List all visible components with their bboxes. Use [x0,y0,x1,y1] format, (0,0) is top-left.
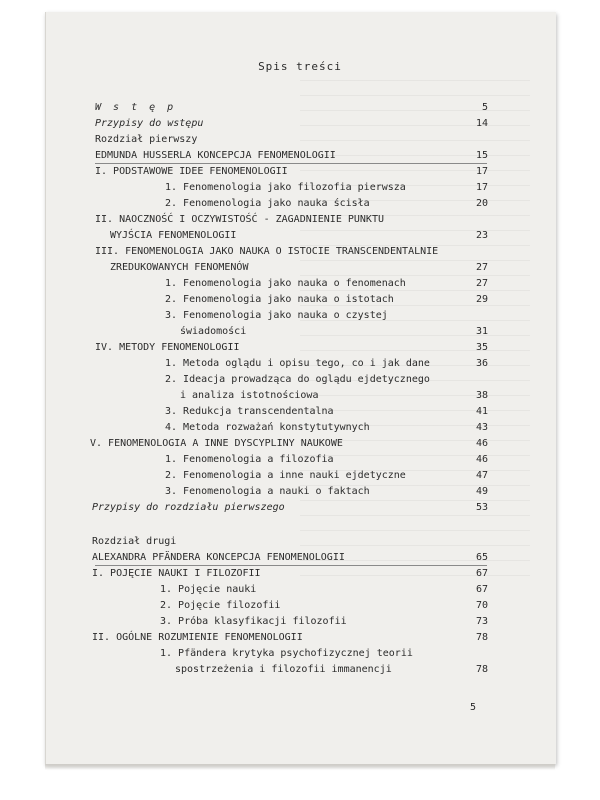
toc-entry [0,598,600,614]
toc-entry-title: 2. Pojęcie filozofii [160,600,281,611]
toc-entry-title: Przypisy do wstępu [95,118,204,129]
toc-entry-title: Rozdział drugi [92,536,177,547]
page-shadow [45,764,555,770]
toc-entry-title: i analiza istotnościowa [180,390,319,401]
toc-entry [0,484,600,500]
toc-entry-page: 78 [475,664,488,675]
toc-entry [0,356,600,372]
toc-entry [0,132,600,148]
toc-entry-title: 4. Metoda rozważań konstytutywnych [165,422,370,433]
toc-entry [0,614,600,630]
toc-entry-title: W s t ę p [95,102,177,113]
toc-entry-page: 73 [475,616,488,627]
toc-entry-page: 14 [475,118,488,129]
toc-entry-title: II. OGÓLNE ROZUMIENIE FENOMENOLOGII [92,632,303,643]
toc-entry-title: świadomości [180,326,247,337]
page-title: Spis treści [258,60,342,73]
toc-entry-page: 46 [475,454,488,465]
toc-entry-page: 23 [475,230,488,241]
toc-entry-title: 1. Fenomenologia a filozofia [165,454,334,465]
toc-entry [0,260,600,276]
toc-entry-title: III. FENOMENOLOGIA JAKO NAUKA O ISTOCIE TRANSCENDENTALNIE [95,246,439,257]
toc-entry-title: ALEXANDRA PFÄNDERA KONCEPCJA FENOMENOLOGII [92,552,345,563]
toc-entry-title: 1. Pfändera krytyka psychofizycznej teorii [160,648,413,659]
toc-entry-title: 2. Ideacja prowadząca do oglądu ejdetycznego [165,374,430,385]
toc-entry [0,372,600,388]
toc-entry-page: 5 [481,102,488,113]
toc-entry-title: I. PODSTAWOWE IDEE FENOMENOLOGII [95,166,288,177]
toc-entry [0,292,600,308]
toc-entry-page: 53 [475,502,488,513]
toc-entry [0,534,600,550]
toc-entry-page: 46 [475,438,488,449]
toc-entry-page: 17 [475,166,488,177]
toc-entry [0,276,600,292]
footer-page-number: 5 [470,702,477,713]
toc-entry [0,500,600,516]
toc-entry-title: WYJŚCIA FENOMENOLOGII [110,230,237,241]
toc-entry [0,550,600,566]
toc-entry-page: 36 [475,358,488,369]
toc-entry-title: 1. Fenomenologia jako filozofia pierwsza [165,182,406,193]
section-divider [95,565,487,566]
toc-entry [0,452,600,468]
toc-entry-page: 47 [475,470,488,481]
toc-entry-page: 49 [475,486,488,497]
toc-entry-page: 67 [475,584,488,595]
toc-entry [0,340,600,356]
toc-entry-page: 15 [475,150,488,161]
toc-entry [0,388,600,404]
toc-entry-title: V. FENOMENOLOGIA A INNE DYSCYPLINY NAUKOWE [90,438,343,449]
toc-entry-title: I. POJĘCIE NAUKI I FILOZOFII [92,568,261,579]
toc-entry-page: 27 [475,278,488,289]
toc-entry [0,324,600,340]
toc-entry-title: spostrzeżenia i filozofii immanencji [175,664,392,675]
toc-entry [0,468,600,484]
toc-entry [0,116,600,132]
toc-entry-page: 43 [475,422,488,433]
toc-entry-title: 3. Fenomenologia a nauki o faktach [165,486,370,497]
toc-entry [0,566,600,582]
toc-entry [0,164,600,180]
toc-entry-title: 2. Fenomenologia jako nauka o istotach [165,294,394,305]
toc-entry-page: 20 [475,198,488,209]
toc-entry-page: 31 [475,326,488,337]
toc-entry [0,420,600,436]
toc-entry-page: 38 [475,390,488,401]
toc-entry-title: 3. Redukcja transcendentalna [165,406,334,417]
toc-entry-title: Przypisy do rozdziału pierwszego [92,502,285,513]
toc-entry-page: 35 [475,342,488,353]
toc-entry-title: II. NAOCZNOŚĆ I OCZYWISTOŚĆ - ZAGADNIENIE PUNKTU [95,214,384,225]
toc-entry-title: 3. Fenomenologia jako nauka o czystej [165,310,388,321]
toc-entry-title: EDMUNDA HUSSERLA KONCEPCJA FENOMENOLOGII [95,150,336,161]
toc-entry-page: 78 [475,632,488,643]
toc-entry-page: 41 [475,406,488,417]
toc-entry-page: 65 [475,552,488,563]
toc-entry-page: 27 [475,262,488,273]
toc-entry [0,646,600,662]
toc-entry [0,630,600,646]
toc-entry [0,212,600,228]
toc-entry-title: 2. Fenomenologia jako nauka ścisła [165,198,370,209]
toc-entry [0,582,600,598]
toc-entry [0,244,600,260]
toc-entry-title: 1. Pojęcie nauki [160,584,257,595]
toc-entry-title: IV. METODY FENOMENOLOGII [95,342,240,353]
toc-entry-page: 29 [475,294,488,305]
toc-entry [0,148,600,164]
toc-entry-title: 3. Próba klasyfikacji filozofii [160,616,347,627]
toc-entry-title: Rozdział pierwszy [95,134,198,145]
toc-entry-page: 17 [475,182,488,193]
toc-entry [0,228,600,244]
toc-entry [0,308,600,324]
toc-entry [0,436,600,452]
toc-entry-page: 67 [475,568,488,579]
toc-entry-title: ZREDUKOWANYCH FENOMENÓW [110,262,249,273]
toc-entry [0,100,600,116]
toc-entry-title: 1. Fenomenologia jako nauka o fenomenach [165,278,406,289]
toc-entry [0,662,600,678]
toc-entry [0,180,600,196]
toc-entry-title: 2. Fenomenologia a inne nauki ejdetyczne [165,470,406,481]
toc-entry [0,404,600,420]
toc-entry [0,196,600,212]
toc-entry-page: 70 [475,600,488,611]
section-divider [95,163,487,164]
toc-entry-title: 1. Metoda oglądu i opisu tego, co i jak dane [165,358,430,369]
